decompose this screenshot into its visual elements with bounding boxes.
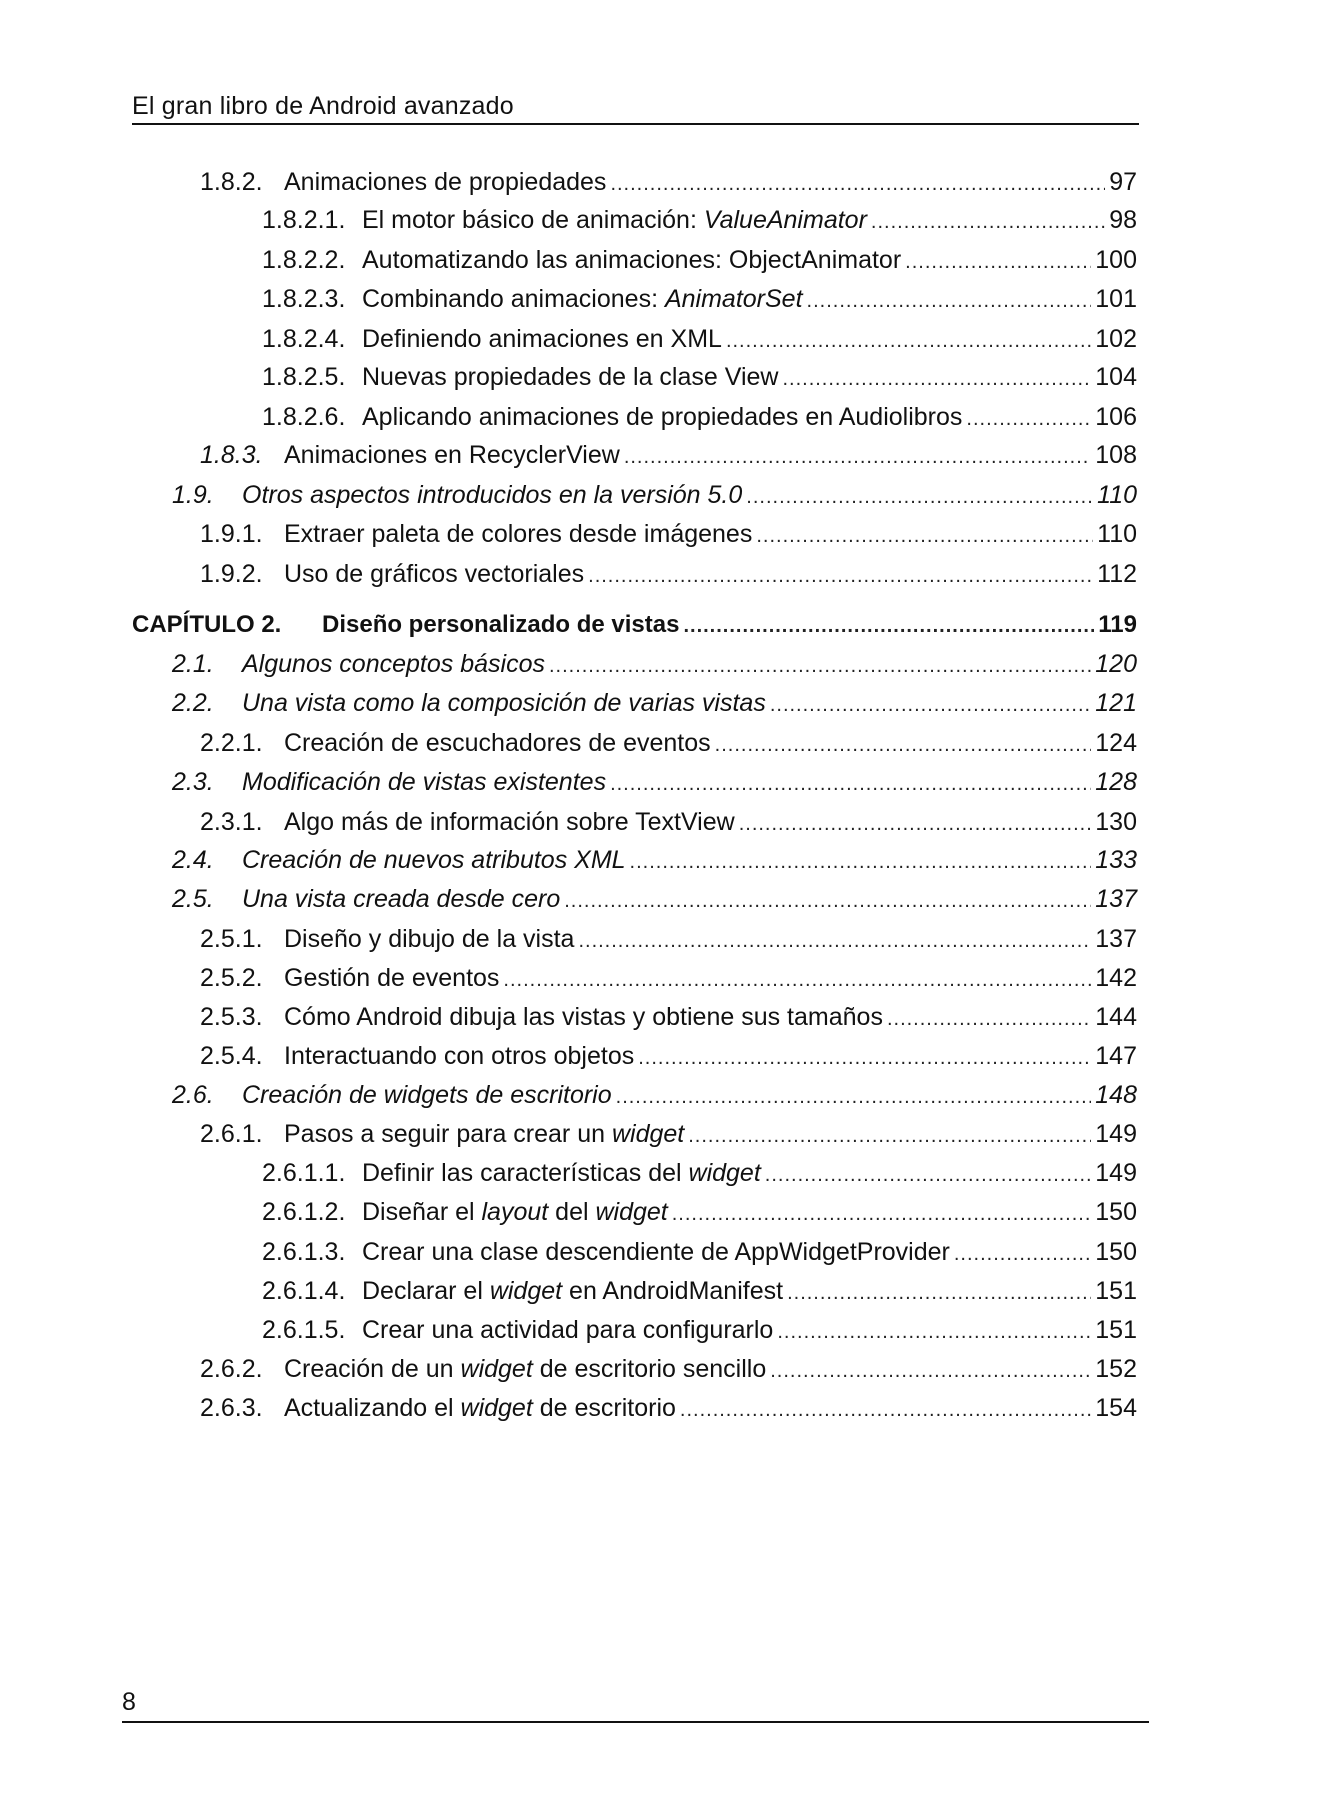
toc-entry-page: 110 xyxy=(1097,520,1137,548)
toc-entry-title-part: del xyxy=(548,1198,596,1226)
toc-entry-title-part: Algunos conceptos básicos xyxy=(242,650,545,678)
toc-entry-page: 128 xyxy=(1095,768,1137,796)
toc-entry-title xyxy=(284,441,620,470)
toc-entry-page: 119 xyxy=(1098,611,1137,638)
toc-entry-number: 1.8.2.3. xyxy=(262,285,346,313)
toc-entry-page: 110 xyxy=(1097,481,1137,509)
toc-entry-title-part: Una vista creada desde cero xyxy=(242,885,561,913)
toc-entry-number: 2.6.1.4. xyxy=(262,1277,346,1305)
toc-entry-title xyxy=(284,560,584,589)
toc-entry-page: 97 xyxy=(1109,168,1137,196)
toc-entry-number: 1.8.2.6. xyxy=(262,403,346,431)
toc-entry-number: 2.3. xyxy=(172,768,214,796)
toc-entry-title xyxy=(242,689,766,718)
toc-entry-page: 106 xyxy=(1095,403,1137,431)
toc-entry-title-part: Animaciones en RecyclerView xyxy=(284,441,620,469)
toc-entry-title-part: Combinando animaciones: xyxy=(362,285,665,313)
toc-entry-number: 2.6.1. xyxy=(200,1120,263,1148)
toc-entry-title-part: Nuevas propiedades de la clase View xyxy=(362,363,779,391)
dot-leader xyxy=(549,655,1091,678)
toc-entry-title-part: en AndroidManifest xyxy=(562,1277,784,1305)
toc-entry-title-part: Cómo Android dibuja las vistas y obtiene sus tamaños xyxy=(284,1003,883,1031)
toc-entry-page: 112 xyxy=(1097,560,1137,588)
toc-entry-title-part: Declarar el xyxy=(362,1277,490,1305)
dot-leader xyxy=(683,615,1094,638)
toc-entry-title-part: Animaciones de propiedades xyxy=(284,168,607,196)
toc-entry[interactable] xyxy=(132,1003,1137,1037)
toc-entry-title-part: Otros aspectos introducidos en la versión 5.0 xyxy=(242,481,743,509)
toc-entry-title-part: Crear una clase descendiente de AppWidgetProvider xyxy=(362,1238,950,1266)
dot-leader xyxy=(765,1164,1092,1187)
toc-entry-title-part: layout xyxy=(481,1198,549,1226)
toc-entry[interactable] xyxy=(132,325,1137,359)
toc-entry-title-part: Diseño y dibujo de la vista xyxy=(284,925,575,953)
toc-entry[interactable] xyxy=(132,1394,1137,1428)
toc-entry-title-part: Definir las características del xyxy=(362,1159,689,1187)
toc-entry-title-part: widget xyxy=(688,1159,761,1187)
dot-leader xyxy=(726,330,1091,353)
dot-leader xyxy=(588,565,1093,588)
toc-entry-page: 133 xyxy=(1095,846,1137,874)
toc-entry-page: 108 xyxy=(1095,441,1137,469)
toc-entry[interactable] xyxy=(132,611,1137,645)
dot-leader xyxy=(782,368,1091,391)
toc-entry[interactable] xyxy=(132,650,1137,684)
dot-leader xyxy=(777,1321,1091,1344)
toc-entry-title xyxy=(284,925,574,954)
toc-entry-page: 149 xyxy=(1095,1120,1137,1148)
toc-entry[interactable] xyxy=(132,1198,1137,1232)
toc-entry-number: 2.6.1.5. xyxy=(262,1316,346,1344)
toc-entry-title-part: widget xyxy=(460,1355,533,1383)
toc-entry-title-part: Uso de gráficos vectoriales xyxy=(284,560,585,588)
dot-leader xyxy=(616,1086,1092,1109)
dot-leader xyxy=(630,851,1092,874)
toc-entry-number: 2.5.4. xyxy=(200,1042,263,1070)
toc-entry-title xyxy=(284,1120,684,1149)
toc-entry[interactable] xyxy=(132,1120,1137,1154)
dot-leader xyxy=(887,1008,1091,1031)
toc-entry-title-part: Extraer paleta de colores desde imágenes xyxy=(284,520,753,548)
toc-entry-title xyxy=(362,1277,783,1306)
toc-entry-number: 2.2. xyxy=(172,689,214,717)
toc-entry-number: 1.9. xyxy=(172,481,214,509)
toc-entry-title xyxy=(284,1003,883,1032)
toc-entry-title-part: Diseño personalizado de vistas xyxy=(322,611,680,638)
toc-entry-title-part: Crear una actividad para configurarlo xyxy=(362,1316,774,1344)
toc-entry[interactable] xyxy=(132,206,1137,240)
toc-entry-title xyxy=(362,363,778,392)
page-footer xyxy=(122,1688,1149,1723)
toc-entry-number: 1.8.2. xyxy=(200,168,263,196)
toc-entry-page: 120 xyxy=(1095,650,1137,678)
toc-entry-title xyxy=(242,481,742,510)
dot-leader xyxy=(638,1047,1091,1070)
dot-leader xyxy=(787,1282,1091,1305)
toc-entry-page: 151 xyxy=(1095,1316,1137,1344)
toc-entry-title-part: Diseñar el xyxy=(362,1198,482,1226)
toc-entry-page: 148 xyxy=(1095,1081,1137,1109)
toc-entry-number: CAPÍTULO 2. xyxy=(132,611,282,638)
dot-leader xyxy=(905,251,1091,274)
toc-entry-title xyxy=(284,1355,766,1384)
toc-entry-title xyxy=(284,964,499,993)
toc-entry-page: 124 xyxy=(1095,729,1137,757)
toc-entry-title xyxy=(362,1238,950,1267)
toc-entry-number: 1.8.2.4. xyxy=(262,325,346,353)
toc-entry[interactable] xyxy=(132,964,1137,998)
toc-entry-title-part: Aplicando animaciones de propiedades en Audiolibros xyxy=(362,403,963,431)
toc-entry-title-part: de escritorio xyxy=(532,1394,676,1422)
toc-entry-title-part: Modificación de vistas existentes xyxy=(242,768,607,796)
toc-entry-title xyxy=(362,1198,668,1227)
toc-entry[interactable] xyxy=(132,885,1137,919)
toc-entry-number: 1.8.2.1. xyxy=(262,206,346,234)
toc-entry-title xyxy=(284,520,752,549)
toc-entry[interactable] xyxy=(132,441,1137,475)
toc-entry-number: 2.4. xyxy=(172,846,214,874)
toc-entry[interactable] xyxy=(132,1238,1137,1272)
dot-leader xyxy=(739,813,1092,836)
toc-entry[interactable] xyxy=(132,168,1137,202)
toc-entry-title xyxy=(242,885,560,914)
toc-entry-title xyxy=(362,246,901,275)
toc-entry-title-part: de escritorio sencillo xyxy=(532,1355,767,1383)
toc-entry-title xyxy=(242,1081,612,1110)
toc-entry-number: 2.5.1. xyxy=(200,925,263,953)
dot-leader xyxy=(688,1125,1091,1148)
toc-entry-number: 2.6. xyxy=(172,1081,214,1109)
toc-entry-title-part: widget xyxy=(460,1394,533,1422)
toc-entry-number: 2.5.2. xyxy=(200,964,263,992)
toc-entry-title-part: widget xyxy=(611,1120,685,1148)
toc-entry-title-part: Creación de widgets de escritorio xyxy=(242,1081,612,1109)
toc-entry-page: 130 xyxy=(1095,808,1137,836)
dot-leader xyxy=(503,969,1091,992)
dot-leader xyxy=(624,446,1091,469)
dot-leader xyxy=(610,773,1091,796)
toc-entry-page: 149 xyxy=(1095,1159,1137,1187)
toc-entry[interactable] xyxy=(132,1277,1137,1311)
toc-entry-title xyxy=(362,1316,773,1345)
toc-entry[interactable] xyxy=(132,1159,1137,1193)
toc-entry-page: 151 xyxy=(1095,1277,1137,1305)
toc-entry-page: 121 xyxy=(1095,689,1137,717)
toc-entry-page: 150 xyxy=(1095,1238,1137,1266)
toc-entry-title-part: Creación de un xyxy=(284,1355,461,1383)
toc-entry-title-part: El motor básico de animación: xyxy=(362,206,704,234)
toc-entry-page: 147 xyxy=(1095,1042,1137,1070)
toc-entry-title-part: ValueAnimator xyxy=(703,206,867,234)
toc-entry-number: 1.9.1. xyxy=(200,520,263,548)
toc-entry-number: 1.8.2.2. xyxy=(262,246,346,274)
toc-entry-number: 1.9.2. xyxy=(200,560,263,588)
dot-leader xyxy=(672,1203,1092,1226)
toc-entry[interactable] xyxy=(132,246,1137,280)
dot-leader xyxy=(871,211,1105,234)
toc-entry[interactable] xyxy=(132,729,1137,763)
toc-entry[interactable] xyxy=(132,808,1137,842)
dot-leader xyxy=(756,525,1093,548)
toc-entry-title-part: Automatizando las animaciones: ObjectAnimator xyxy=(362,246,902,274)
dot-leader xyxy=(807,290,1092,313)
toc-entry[interactable] xyxy=(132,520,1137,554)
toc-entry-number: 2.6.1.1. xyxy=(262,1159,346,1187)
toc-entry-page: 98 xyxy=(1109,206,1137,234)
toc-entry-title-part: AnimatorSet xyxy=(664,285,803,313)
toc-entry-title xyxy=(242,650,545,679)
toc-entry-number: 2.6.1.3. xyxy=(262,1238,346,1266)
toc-entry-title-part: Creación de escuchadores de eventos xyxy=(284,729,711,757)
toc-entry-title xyxy=(362,325,722,354)
dot-leader xyxy=(770,694,1091,717)
toc-entry-page: 144 xyxy=(1095,1003,1137,1031)
toc-entry-title xyxy=(284,1042,634,1071)
toc-entry-title xyxy=(284,168,606,197)
toc-entry-number: 2.6.1.2. xyxy=(262,1198,346,1226)
dot-leader xyxy=(966,408,1091,431)
toc-entry-title-part: widget xyxy=(595,1198,668,1226)
toc-entry-title-part: Gestión de eventos xyxy=(284,964,500,992)
toc-entry-title-part: widget xyxy=(489,1277,563,1305)
toc-entry-number: 2.5. xyxy=(172,885,214,913)
toc-entry-title-part: Interactuando con otros objetos xyxy=(284,1042,635,1070)
toc-entry-title-part: Creación de nuevos atributos XML xyxy=(242,846,626,874)
toc-entry-number: 2.6.2. xyxy=(200,1355,263,1383)
dot-leader xyxy=(564,890,1091,913)
toc-entry-title xyxy=(362,285,803,314)
book-title: El gran libro de Android avanzado xyxy=(132,92,514,120)
toc-entry-title xyxy=(362,1159,761,1188)
toc-entry-page: 137 xyxy=(1095,885,1137,913)
toc-entry-number: 2.2.1. xyxy=(200,729,263,757)
toc-entry-title-part: Una vista como la composición de varias vistas xyxy=(242,689,766,717)
dot-leader xyxy=(610,173,1105,196)
toc-entry-title-part: Definiendo animaciones en XML xyxy=(362,325,722,353)
toc-entry[interactable] xyxy=(132,285,1137,319)
toc-entry-page: 102 xyxy=(1095,325,1137,353)
dot-leader xyxy=(770,1360,1091,1383)
toc-entry[interactable] xyxy=(132,846,1137,880)
toc-entry[interactable] xyxy=(132,403,1137,437)
toc-entry-title xyxy=(362,403,962,432)
toc-entry[interactable] xyxy=(132,1042,1137,1076)
toc-entry-page: 137 xyxy=(1095,925,1137,953)
toc-entry[interactable] xyxy=(132,1081,1137,1115)
dot-leader xyxy=(578,930,1091,953)
toc-entry-title xyxy=(242,768,606,797)
toc-entry-page: 142 xyxy=(1095,964,1137,992)
toc-entry-number: 1.8.2.5. xyxy=(262,363,346,391)
toc-entry-page: 100 xyxy=(1095,246,1137,274)
toc-entry[interactable] xyxy=(132,925,1137,959)
toc-entry-number: 1.8.3. xyxy=(200,441,263,469)
toc-entry-page: 150 xyxy=(1095,1198,1137,1226)
toc-entry-title-part: Pasos a seguir para crear un xyxy=(284,1120,612,1148)
toc-entry-page: 101 xyxy=(1095,285,1137,313)
dot-leader xyxy=(954,1243,1091,1266)
toc-entry-title-part: Algo más de información sobre TextView xyxy=(284,808,735,836)
toc-entry-title xyxy=(362,206,867,235)
toc-entry-number: 2.3.1. xyxy=(200,808,263,836)
toc-entry[interactable] xyxy=(132,1355,1137,1389)
toc-entry-page: 154 xyxy=(1095,1394,1137,1422)
dot-leader xyxy=(680,1399,1091,1422)
toc-entry-title xyxy=(242,846,626,875)
running-header xyxy=(132,92,1139,125)
toc-entry-number: 2.5.3. xyxy=(200,1003,263,1031)
toc-entry-page: 104 xyxy=(1095,363,1137,391)
toc-entry-page: 152 xyxy=(1095,1355,1137,1383)
toc-entry-title-part: Actualizando el xyxy=(284,1394,461,1422)
toc-entry-title xyxy=(284,729,711,758)
toc-entry-title xyxy=(284,1394,676,1423)
dot-leader xyxy=(746,486,1093,509)
toc-entry-title xyxy=(284,808,735,837)
toc-entry-number: 2.1. xyxy=(172,650,214,678)
toc-entry[interactable] xyxy=(132,363,1137,397)
toc-entry-title xyxy=(322,611,679,639)
dot-leader xyxy=(715,734,1092,757)
toc-entry-number: 2.6.3. xyxy=(200,1394,263,1422)
toc-entry[interactable] xyxy=(132,768,1137,802)
toc-entry[interactable] xyxy=(132,1316,1137,1350)
toc-entry[interactable] xyxy=(132,689,1137,723)
toc-entry[interactable] xyxy=(132,481,1137,515)
page-number: 8 xyxy=(122,1688,136,1716)
toc-entry[interactable] xyxy=(132,560,1137,594)
